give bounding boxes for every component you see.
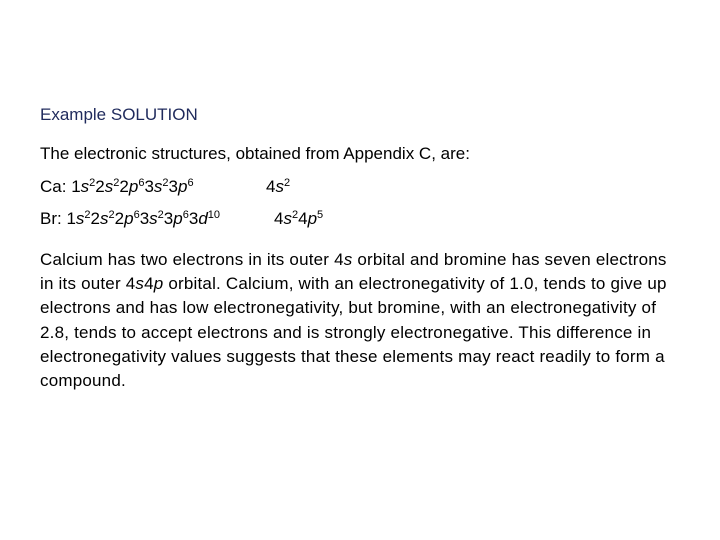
text-segment: 2	[119, 177, 129, 196]
superscript: 2	[113, 177, 120, 189]
italic-text: s	[153, 177, 163, 196]
italic-text: s	[283, 209, 292, 228]
text-segment: 4	[298, 209, 308, 228]
italic-text: s	[100, 209, 109, 228]
superscript: 10	[207, 209, 221, 221]
text-segment: 3	[163, 209, 174, 228]
calcium-configuration	[40, 177, 291, 197]
italic-text: p	[153, 274, 164, 294]
italic-text: p	[307, 209, 318, 228]
explanation-paragraph	[40, 248, 680, 393]
calcium-label: Ca:	[40, 177, 72, 196]
text-segment: 1	[66, 209, 76, 228]
intro-sentence: The electronic structures, obtained from Appendix C, are:	[40, 144, 470, 163]
superscript: 2	[283, 177, 291, 189]
text-segment: 2	[95, 177, 105, 196]
italic-text: s	[149, 209, 158, 228]
bromine-core-configuration	[66, 209, 220, 229]
superscript: 2	[162, 177, 169, 189]
text-segment: 3	[139, 209, 150, 228]
bromine-label: Br:	[40, 209, 67, 228]
text-segment: 4	[144, 274, 154, 294]
text-segment: 4	[274, 209, 284, 228]
italic-text: s	[80, 177, 90, 196]
calcium-core-configuration	[71, 177, 193, 197]
text-segment: Calcium has two electrons in its outer 4	[40, 250, 344, 269]
text-segment: 3	[144, 177, 154, 196]
italic-text: s	[343, 250, 353, 269]
italic-text: s	[75, 209, 85, 228]
text-segment: 3	[168, 177, 178, 196]
calcium-valence-configuration	[266, 177, 290, 197]
text-segment: 1	[71, 177, 81, 196]
superscript: 2	[108, 209, 115, 221]
text-segment: orbital. Calcium, with an electronegativity of 1.0, tends to give up electrons and has low electronegativity, but bromine, with an electronegativity of 2.8, tends to accept electrons and is strongly electronegative. This difference in electronegativity values suggests that these elements may react readily to form a compound.	[40, 274, 667, 391]
superscript: 5	[317, 209, 324, 221]
superscript: 2	[84, 209, 91, 221]
italic-text: p	[173, 209, 183, 228]
superscript: 6	[187, 177, 194, 189]
bromine-valence-configuration	[274, 209, 323, 229]
text-segment: 2	[90, 209, 101, 228]
italic-text: p	[178, 177, 188, 196]
superscript: 2	[157, 209, 164, 221]
italic-text: d	[198, 209, 208, 228]
superscript: 6	[138, 177, 145, 189]
italic-text: s	[135, 274, 145, 294]
text-segment: 3	[188, 209, 199, 228]
superscript: 2	[291, 209, 299, 221]
text-segment: 4	[266, 177, 276, 196]
italic-text: s	[275, 177, 284, 196]
italic-text: s	[104, 177, 114, 196]
text-segment: orbital and bromine has seven electrons in its outer 4	[40, 250, 667, 294]
superscript: 6	[182, 209, 189, 221]
example-heading: Example SOLUTION	[40, 105, 198, 124]
superscript: 6	[133, 209, 140, 221]
italic-text: p	[128, 177, 139, 196]
superscript: 2	[89, 177, 96, 189]
text-segment: 2	[114, 209, 125, 228]
bromine-configuration	[40, 209, 324, 229]
italic-text: p	[124, 209, 134, 228]
